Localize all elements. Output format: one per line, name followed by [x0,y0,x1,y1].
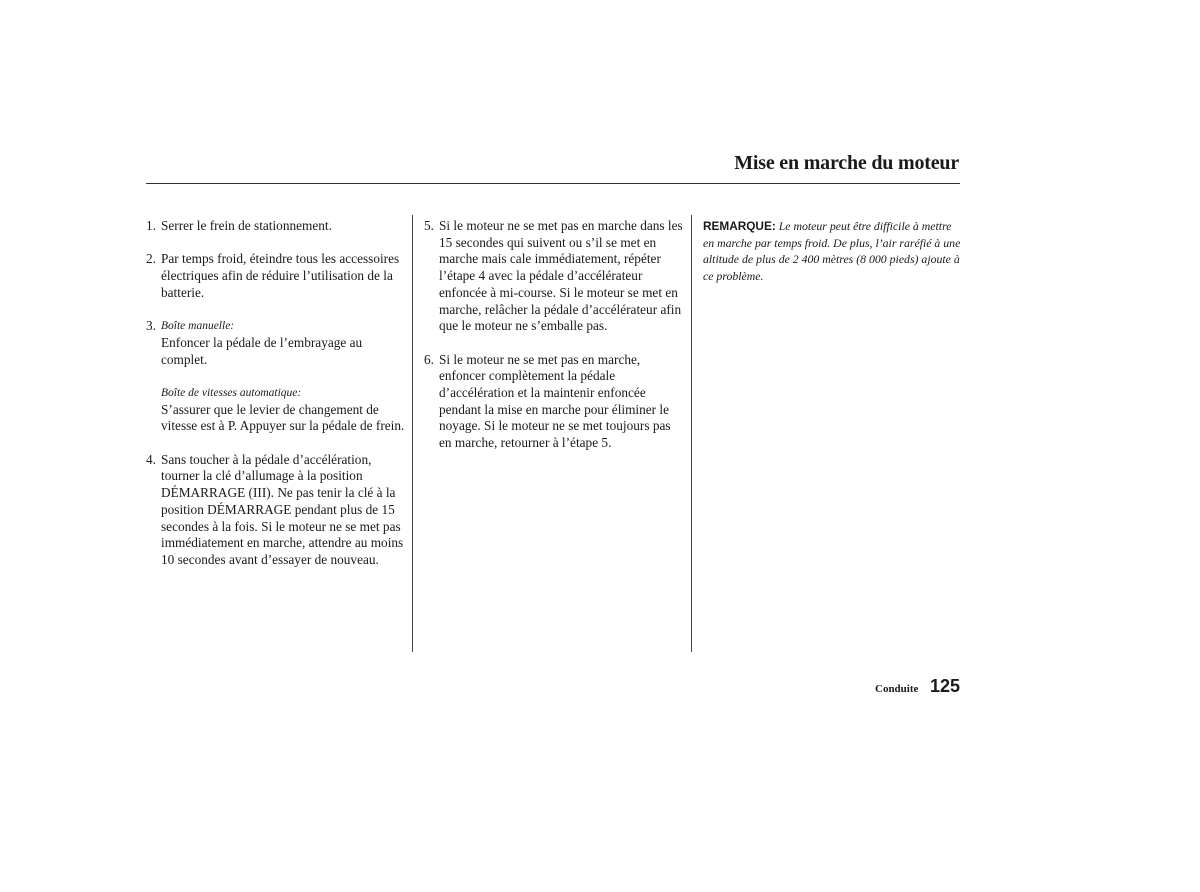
column-right [703,218,963,285]
note-block [703,218,963,285]
step-number: 2. [146,251,156,267]
step-number: 6. [424,351,434,367]
step-number: 1. [146,218,156,233]
step-6 [424,352,686,452]
page-title: Mise en marche du moteur [734,152,959,174]
step-3 [146,318,406,435]
title-divider [146,183,960,184]
column-left [146,218,406,585]
step-text: Si le moteur ne se met pas en marche, enfoncer complètement la pédale d’accélération et la maintenir enfoncée pendant la mise en marche pour éliminer le noyage. Si le moteur ne se met toujours pas en marche, retourner à l’étape 5. [439,351,671,451]
note-label: REMARQUE: [703,219,776,233]
automatic-transmission-text: S’assurer que le levier de changement de vitesse est à P. Appuyer sur la pédale de frein. [161,401,405,434]
step-5 [424,218,686,335]
column-divider-2 [691,215,692,652]
automatic-transmission-label: Boîte de vitesses automatique: [161,386,302,399]
step-number: 5. [424,218,434,233]
step-text: Serrer le frein de stationnement. [161,218,332,233]
step-text: Par temps froid, éteindre tous les accessoires électriques afin de réduire l’utilisation de la batterie. [161,251,400,300]
manual-transmission-text: Enfoncer la pédale de l’embrayage au complet. [161,334,363,367]
step-text: Si le moteur ne se met pas en marche dans les 15 secondes qui suivent ou s’il se met en marche mais cale immédiatement, répéter l’étape 4 avec la pédale d’accélérateur enfoncée à mi-course. Si le moteur se met en marche, relâcher la pédale d’accélérateur afin que le moteur ne s’emballe pas. [439,218,683,334]
step-2 [146,251,406,301]
step-1 [146,218,406,235]
footer-section-name: Conduite [875,683,919,695]
manual-transmission-label: Boîte manuelle: [161,320,235,333]
note-text: Le moteur peut être difficile à mettre en marche par temps froid. De plus, l’air raréfié à une altitude de plus de 2 400 mètres (8 000 pieds) ajoute à ce problème. [703,219,961,284]
step-number: 3. [146,318,156,334]
column-middle [424,218,686,469]
column-divider-1 [412,215,413,652]
step-4 [146,452,406,569]
step-text: Sans toucher à la pédale d’accélération, tourner la clé d’allumage à la position DÉMARRAGE (III). Ne pas tenir la clé à la position DÉMARRAGE pendant plus de 15 secondes à la fois. Si le moteur ne se met pas immédiatement en marche, attendre au moins 10 secondes avant d’essayer de nouveau. [161,451,404,567]
step-number: 4. [146,451,156,467]
page-number: 125 [930,676,961,696]
